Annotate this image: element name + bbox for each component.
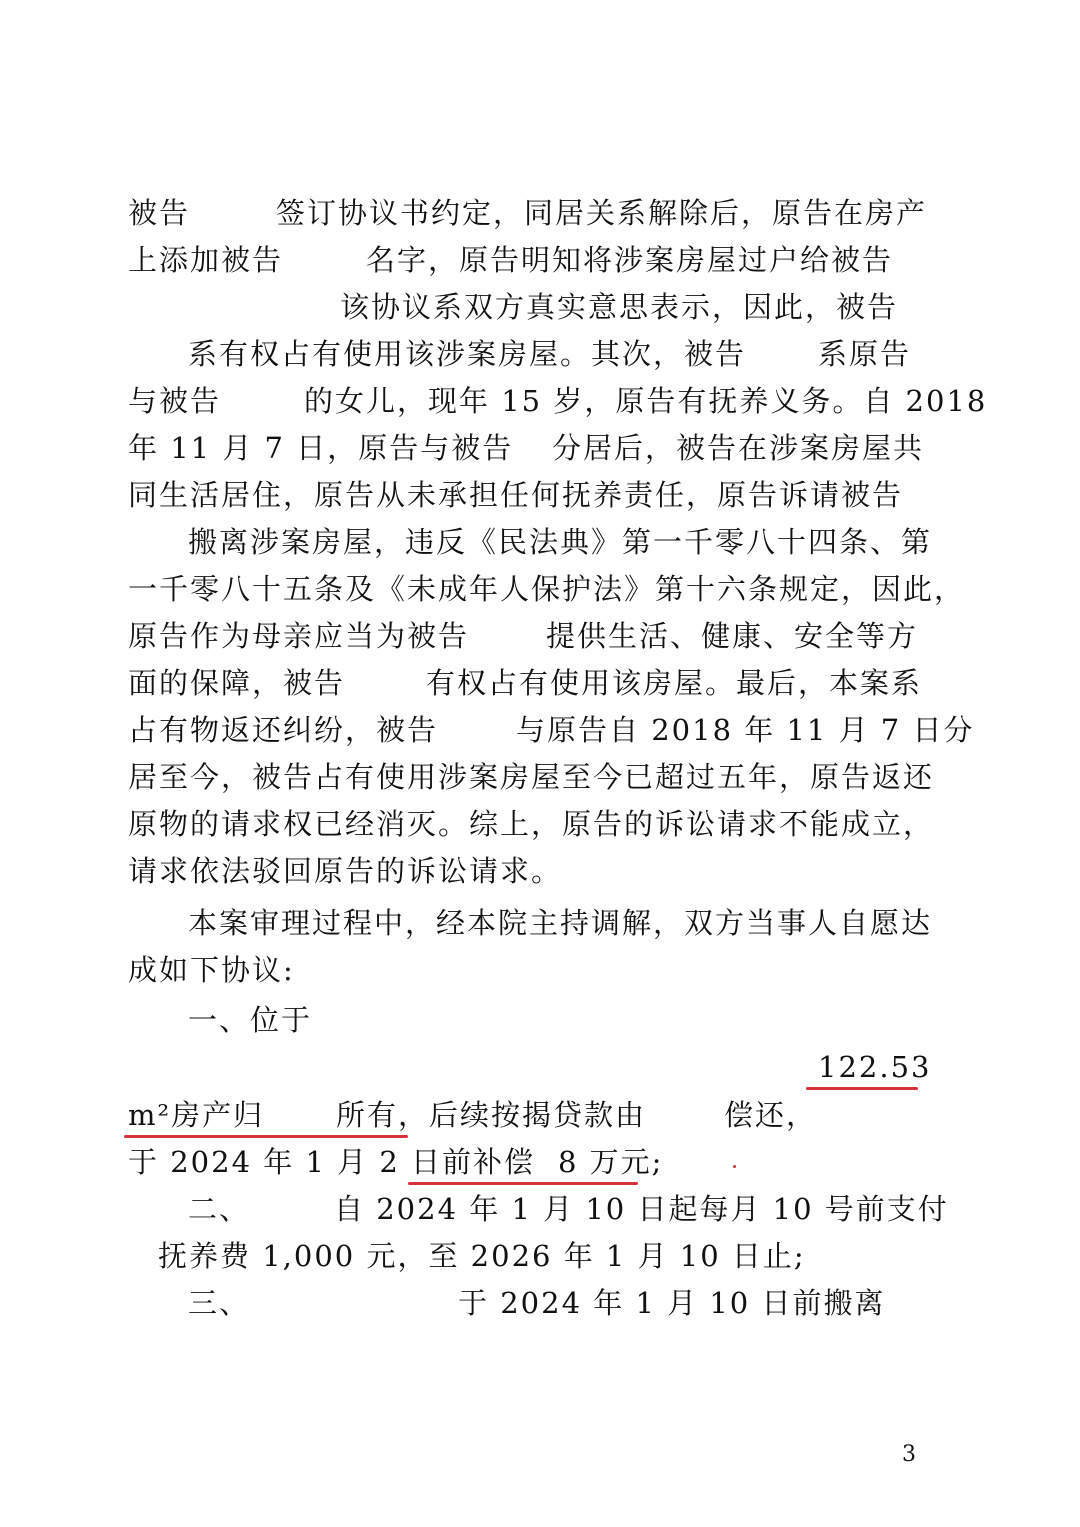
text-segment: 二、: [188, 1192, 251, 1226]
text-segment: 该协议系双方真实意思表示，因此，被告: [340, 290, 899, 324]
text-segment: 请求依法驳回原告的诉讼请求。: [128, 854, 563, 888]
text-segment: 搬离涉案房屋，违反《民法典》第一千零八十四条、第: [188, 525, 933, 559]
text-segment: 一、位于: [188, 1003, 313, 1037]
text-segment: 面的保障，被告: [128, 666, 346, 700]
text-segment: 上添加被告: [128, 243, 284, 277]
text-segment: 年 11 月 7 日，原告与被告: [128, 431, 514, 465]
red-mark: [733, 1165, 736, 1168]
text-segment: 原告作为母亲应当为被告: [128, 619, 470, 653]
text-segment: 本案审理过程中，经本院主持调解，双方当事人自愿达: [188, 906, 933, 940]
text-segment: 有权占有使用该房屋。最后，本案系: [426, 666, 923, 700]
red-underline: [806, 1087, 918, 1090]
text-segment: 系有权占有使用该涉案房屋。其次，被告: [188, 337, 747, 371]
text-segment: 占有物返还纠纷，被告: [128, 713, 439, 747]
text-segment: 原物的请求权已经消灭。综上，原告的诉讼请求不能成立，: [128, 807, 935, 841]
text-segment: 三、: [188, 1286, 251, 1320]
area-value: 122.53: [818, 1050, 932, 1084]
text-segment: 签订协议书约定，同居关系解除后，原告在房产: [276, 196, 928, 230]
text-segment: 8 万元;: [558, 1145, 664, 1179]
text-segment: 与原告自 2018 年 11 月 7 日分: [516, 713, 975, 747]
text-line: [188, 1280, 886, 1468]
text-line: [818, 1044, 932, 1185]
text-segment: 一千零八十五条及《未成年人保护法》第十六条规定，因此，: [128, 572, 966, 606]
red-underline: [124, 1135, 408, 1138]
text-segment: 偿还，: [724, 1098, 818, 1132]
text-segment: 系原告: [818, 337, 912, 371]
text-segment: 于 2024 年 1 月 2 日前补偿: [128, 1145, 536, 1179]
text-segment: 于 2024 年 1 月 10 日前搬离: [458, 1286, 886, 1320]
text-segment: 成如下协议:: [128, 953, 295, 987]
red-underline: [408, 1182, 638, 1185]
text-segment: 与被告: [128, 384, 222, 418]
text-segment: 被告: [128, 196, 191, 230]
text-segment: 名字，原告明知将涉案房屋过户给被告: [366, 243, 894, 277]
text-segment: 提供生活、健康、安全等方: [546, 619, 919, 653]
text-segment: 居至今，被告占有使用涉案房屋至今已超过五年，原告返还: [128, 760, 935, 794]
page-number: 3: [902, 1442, 916, 1467]
text-segment: 同生活居住，原告从未承担任何抚养责任，原告诉请被告: [128, 478, 904, 512]
text-segment: 自 2024 年 1 月 10 日起每月 10 号前支付: [334, 1192, 949, 1226]
text-segment: 的女儿，现年 15 岁，原告有抚养义务。自 2018: [304, 384, 988, 418]
text-segment: 抚养费 1,000 元，至 2026 年 1 月 10 日止;: [158, 1239, 806, 1273]
text-segment: 分居后，被告在涉案房屋共: [552, 431, 925, 465]
text-segment: m²房产归: [128, 1098, 265, 1132]
text-segment: 所有，后续按揭贷款由: [336, 1098, 647, 1132]
